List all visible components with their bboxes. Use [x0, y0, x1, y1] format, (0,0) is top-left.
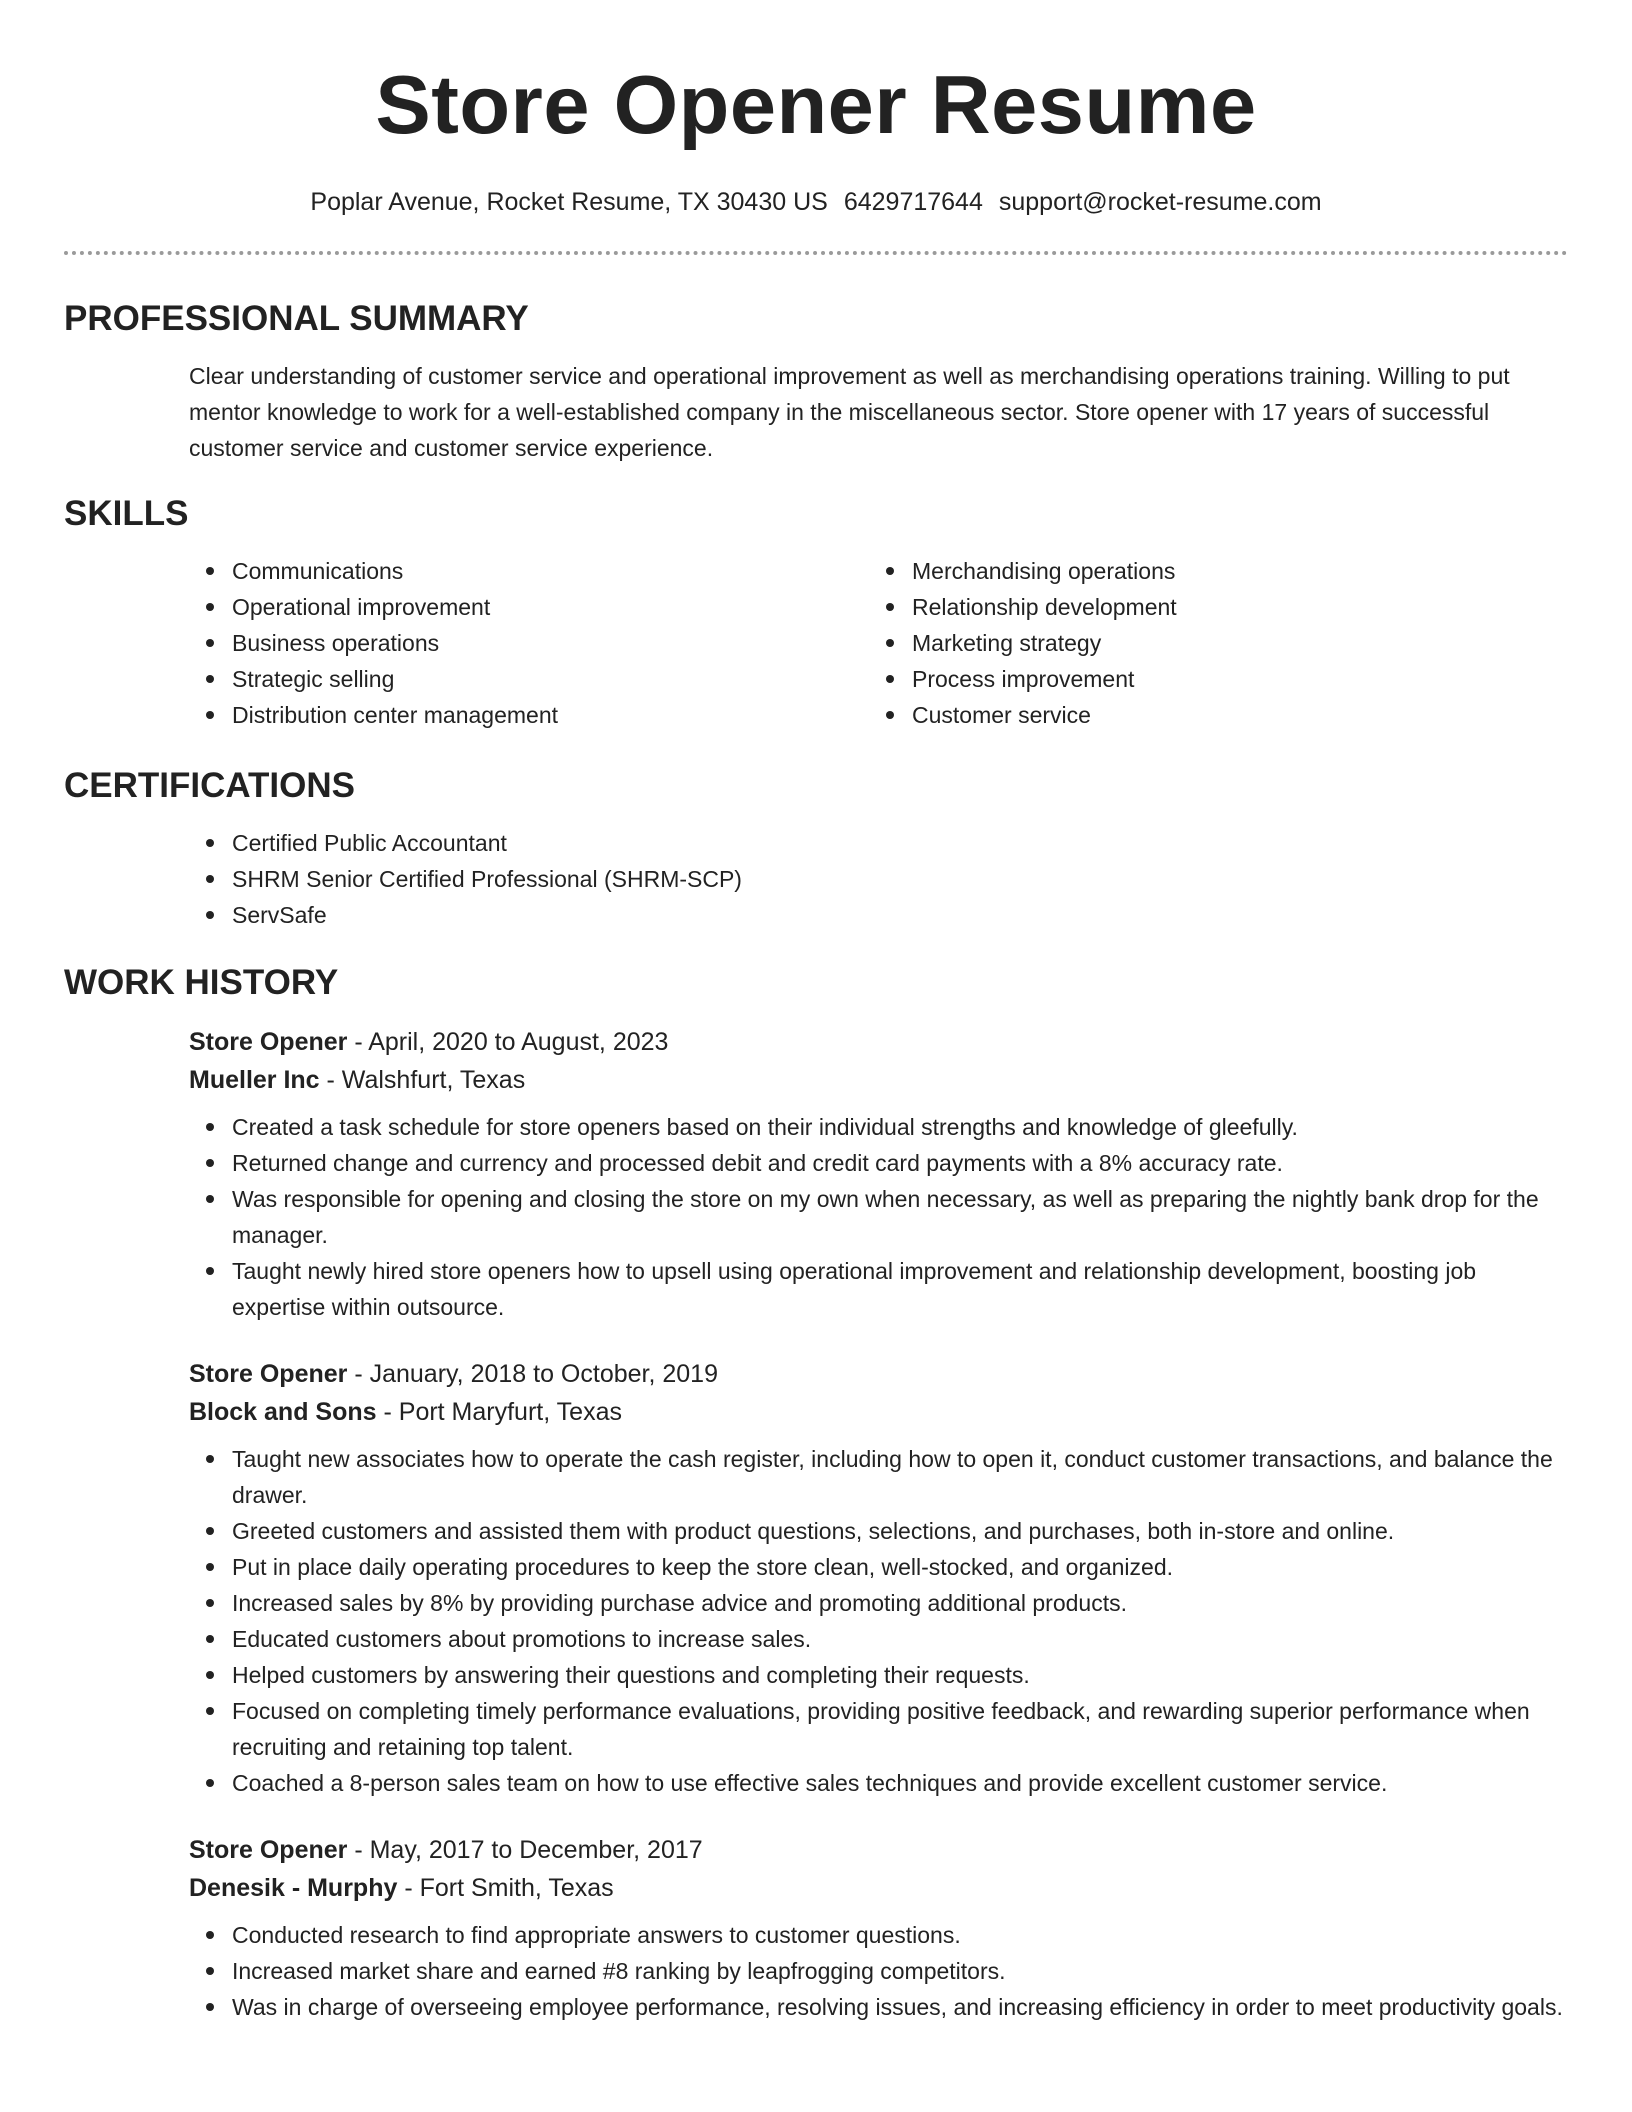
work-history-heading: WORK HISTORY	[64, 963, 339, 1002]
job-company-line	[189, 1061, 1568, 1099]
job-bullet: Focused on completing timely performance evaluations, providing positive feedback, and rewarding superior performance when recruiting and retaining top talent.	[232, 1693, 1568, 1765]
contact-address: Poplar Avenue, Rocket Resume, TX 30430 US	[310, 188, 828, 216]
header-divider	[64, 251, 1568, 255]
skills-heading: SKILLS	[64, 494, 189, 533]
skill-item: Relationship development	[912, 589, 1549, 625]
job-bullet: Returned change and currency and processed debit and credit card payments with a 8% accuracy rate.	[232, 1145, 1568, 1181]
summary-body	[64, 358, 1568, 466]
job-bullet: Coached a 8-person sales team on how to use effective sales techniques and provide excellent customer service.	[232, 1765, 1568, 1801]
job-role: Store Opener	[189, 1836, 348, 1864]
resume-header	[64, 0, 1568, 217]
job-title-line	[189, 1023, 1568, 1061]
skill-item: Distribution center management	[232, 697, 869, 733]
job-bullet: Was responsible for opening and closing the store on my own when necessary, as well as preparing the nightly bank drop for the manager.	[232, 1181, 1568, 1253]
job-company: Denesik - Murphy	[189, 1874, 398, 1902]
certifications-body	[64, 825, 1568, 933]
job-bullet: Taught newly hired store openers how to upsell using operational improvement and relationship development, boosting job expertise within outsource.	[232, 1253, 1568, 1325]
skill-item: Merchandising operations	[912, 553, 1549, 589]
contact-phone: 6429717644	[843, 188, 983, 216]
skill-item: Operational improvement	[232, 589, 869, 625]
skill-item: Process improvement	[912, 661, 1549, 697]
certification-item: SHRM Senior Certified Professional (SHRM-SCP)	[232, 861, 1568, 897]
job-dates: - April, 2020 to August, 2023	[347, 1028, 669, 1056]
job-location: - Walshfurt, Texas	[319, 1066, 526, 1094]
job-bullet: Conducted research to find appropriate answers to customer questions.	[232, 1917, 1568, 1953]
job-bullets	[189, 1441, 1568, 1801]
summary-section	[64, 299, 1568, 466]
skill-item: Strategic selling	[232, 661, 869, 697]
job-entry	[64, 1355, 1568, 1801]
contact-email: support@rocket-resume.com	[998, 188, 1322, 216]
job-bullet: Created a task schedule for store openers based on their individual strengths and knowledge of gleefully.	[232, 1109, 1568, 1145]
job-bullet: Educated customers about promotions to increase sales.	[232, 1621, 1568, 1657]
contact-line	[64, 187, 1568, 217]
certification-item: ServSafe	[232, 897, 1568, 933]
skill-item: Marketing strategy	[912, 625, 1549, 661]
certifications-list	[189, 825, 1568, 933]
skills-body	[64, 553, 1568, 733]
skills-list-left	[189, 553, 869, 733]
job-bullets	[189, 1917, 1568, 2025]
resume-title: Store Opener Resume	[375, 58, 1257, 151]
job-company: Mueller Inc	[189, 1066, 320, 1094]
job-company-line	[189, 1393, 1568, 1431]
certifications-heading: CERTIFICATIONS	[64, 766, 356, 805]
summary-text: Clear understanding of customer service and operational improvement as well as merchandising operations training. Willing to put mentor knowledge to work for a well-established company in the miscellaneous sector. Store opener with 17 years of successful customer service and customer service experience.	[189, 363, 1510, 461]
job-entry	[64, 1023, 1568, 1325]
job-bullet: Helped customers by answering their questions and completing their requests.	[232, 1657, 1568, 1693]
job-dates: - January, 2018 to October, 2019	[347, 1360, 718, 1388]
summary-heading: PROFESSIONAL SUMMARY	[64, 299, 529, 338]
job-role: Store Opener	[189, 1360, 348, 1388]
job-bullet: Greeted customers and assisted them with product questions, selections, and purchases, both in-store and online.	[232, 1513, 1568, 1549]
job-title-line	[189, 1831, 1568, 1869]
job-bullets	[189, 1109, 1568, 1325]
work-history-section	[64, 963, 1568, 2025]
job-company: Block and Sons	[189, 1398, 377, 1426]
job-location: - Fort Smith, Texas	[397, 1874, 614, 1902]
skills-column-right	[869, 553, 1549, 733]
skills-column-left	[189, 553, 869, 733]
job-dates: - May, 2017 to December, 2017	[347, 1836, 703, 1864]
certifications-section	[64, 766, 1568, 933]
job-bullet: Increased market share and earned #8 ranking by leapfrogging competitors.	[232, 1953, 1568, 1989]
skills-list-right	[869, 553, 1549, 733]
job-bullet: Taught new associates how to operate the cash register, including how to open it, conduct customer transactions, and balance the drawer.	[232, 1441, 1568, 1513]
job-entry	[64, 1831, 1568, 2025]
skill-item: Customer service	[912, 697, 1549, 733]
job-location: - Port Maryfurt, Texas	[376, 1398, 622, 1426]
certification-item: Certified Public Accountant	[232, 825, 1568, 861]
skill-item: Communications	[232, 553, 869, 589]
job-title-line	[189, 1355, 1568, 1393]
job-bullet: Put in place daily operating procedures to keep the store clean, well-stocked, and organized.	[232, 1549, 1568, 1585]
skill-item: Business operations	[232, 625, 869, 661]
skills-section	[64, 494, 1568, 733]
job-role: Store Opener	[189, 1028, 348, 1056]
job-bullet: Increased sales by 8% by providing purchase advice and promoting additional products.	[232, 1585, 1568, 1621]
job-company-line	[189, 1869, 1568, 1907]
job-bullet: Was in charge of overseeing employee performance, resolving issues, and increasing efficiency in order to meet productivity goals.	[232, 1989, 1568, 2025]
